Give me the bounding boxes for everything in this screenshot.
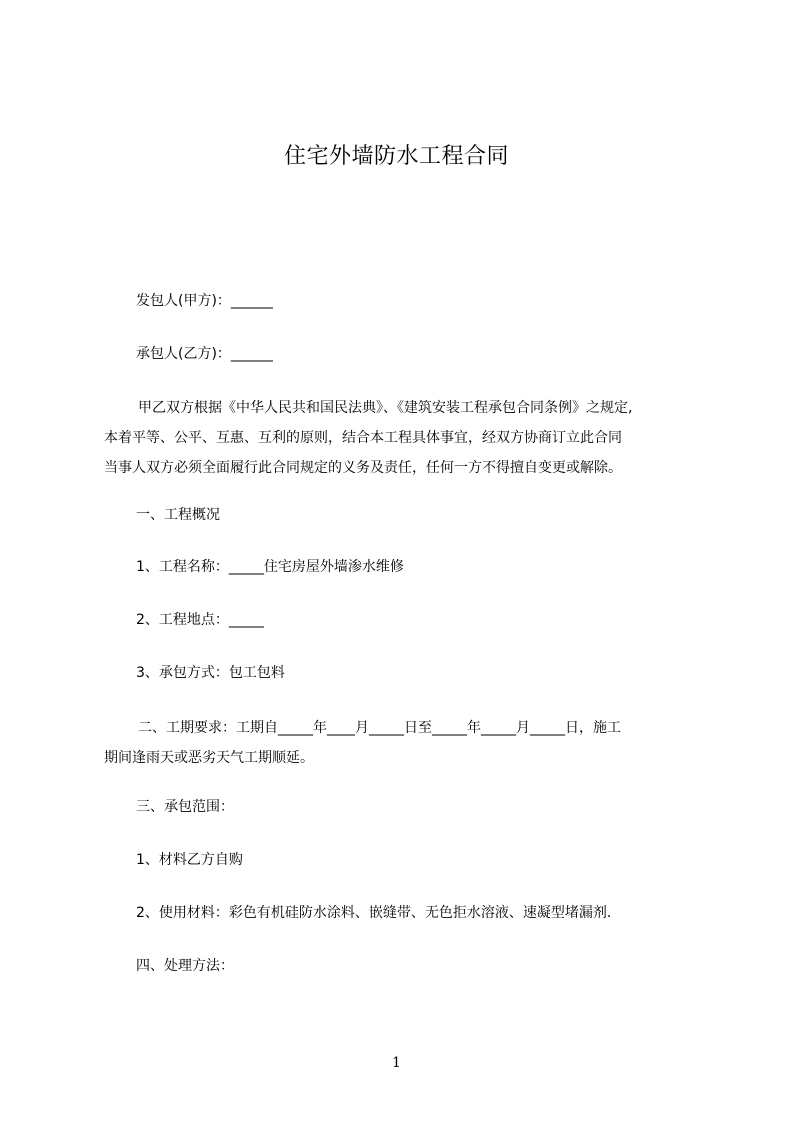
section-2-paragraph: [104, 713, 704, 773]
intro-line-3: 当事人双方必须全面履行此合同规定的义务及责任，任何一方不得擅自变更或解除。: [104, 460, 622, 476]
section-4-heading: 四、处理方法：: [136, 958, 234, 974]
section-3-heading: 三、承包范围：: [136, 799, 234, 815]
materials-used-line: 2、使用材料：彩色有机硅防水涂料、嵌缝带、无色拒水溶液、速凝型堵漏剂.: [136, 905, 612, 921]
intro-line-2: 本着平等、公平、互惠、互利的原则，结合本工程具体事宜，经双方协商订立此合同: [104, 430, 622, 446]
section-2-line-1: 二、工期要求：工期自_____年____月_____日至_____年_____月_____日，施工: [138, 720, 621, 736]
materials-source-line: 1、材料乙方自购: [136, 852, 243, 868]
party-b-line: 承包人(乙方)：______: [136, 346, 273, 362]
document-title: 住宅外墙防水工程合同: [283, 144, 509, 169]
intro-paragraph: [104, 393, 704, 483]
page-number: 1: [392, 1055, 401, 1071]
contract-method-line: 3、承包方式：包工包料: [136, 665, 285, 681]
project-location-line: 2、工程地点：_____: [136, 612, 264, 628]
intro-line-1: 甲乙双方根据《中华人民共和国民法典》、《建筑安装工程承包合同条例》之规定,: [138, 400, 633, 416]
project-name-line: 1、工程名称：_____住宅房屋外墙渗水维修: [136, 559, 404, 575]
section-2-line-2: 期间逢雨天或恶劣天气工期顺延。: [104, 750, 314, 766]
section-1-heading: 一、工程概况: [136, 507, 220, 523]
party-a-line: 发包人(甲方)：______: [136, 293, 273, 309]
